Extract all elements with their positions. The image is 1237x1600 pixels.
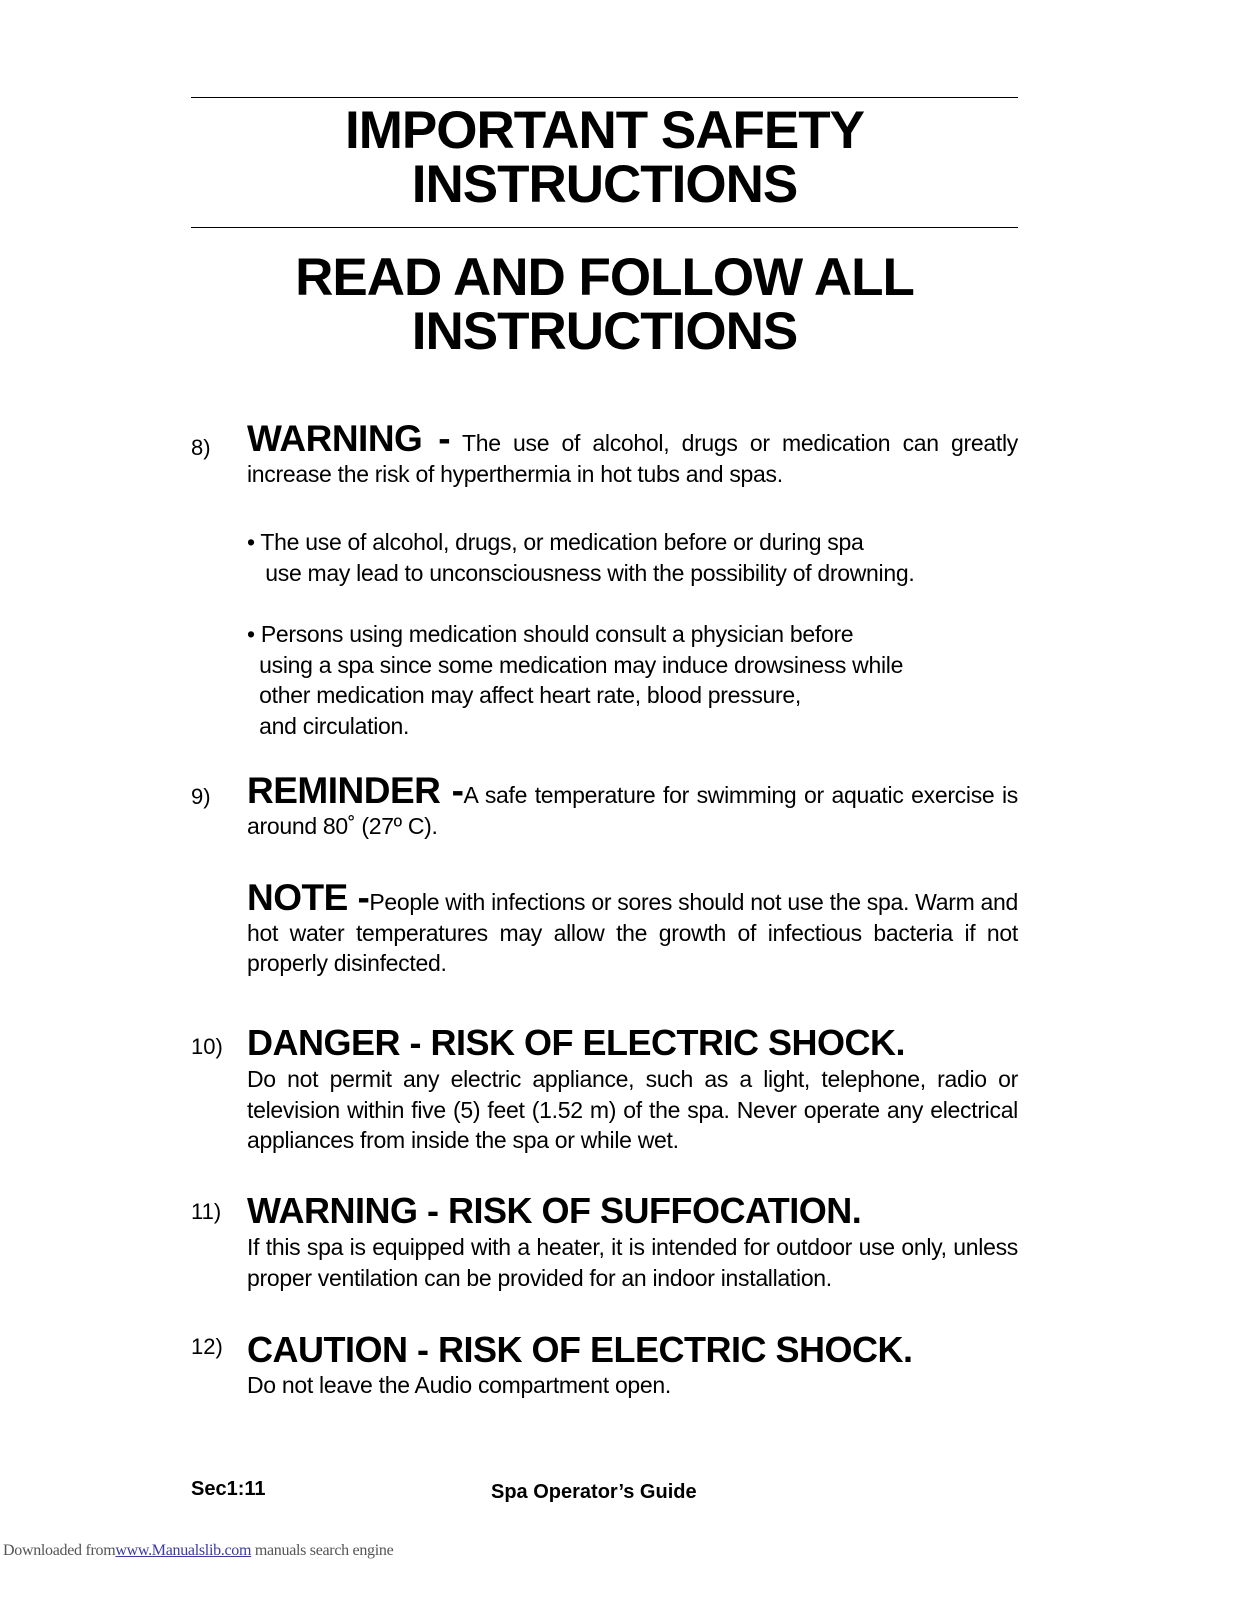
page-title xyxy=(191,101,1018,214)
item-12-title: CAUTION - RISK OF ELECTRIC SHOCK. xyxy=(247,1329,913,1370)
item-8-warning xyxy=(247,418,1018,489)
item-number-11: 11) xyxy=(191,1199,222,1224)
download-watermark xyxy=(3,1542,393,1560)
manualslib-link[interactable]: www.Manualslib.com xyxy=(115,1542,252,1559)
item-8-bullet-1-line1: • The use of alcohol, drugs, or medication before or during spa xyxy=(247,529,864,555)
page-subtitle-line2: INSTRUCTIONS xyxy=(411,302,798,361)
watermark-prefix: Downloaded from xyxy=(3,1542,116,1559)
item-number-9: 9) xyxy=(191,784,211,809)
item-8-bullet-2-line2: using a spa since some medication may induce drowsiness while xyxy=(247,651,904,678)
footer-section: Sec1:11 xyxy=(191,1478,266,1500)
item-8-bullet-2-line3: other medication may affect heart rate, blood pressure, xyxy=(247,682,801,708)
item-9-lead: REMINDER - xyxy=(247,770,464,811)
page-title-line1: IMPORTANT SAFETY xyxy=(345,101,864,160)
item-number-10: 10) xyxy=(191,1034,223,1059)
item-9-reminder xyxy=(247,770,1018,841)
item-8-bullet-1-line2: use may lead to unconsciousness with the possibility of drowning. xyxy=(247,559,915,586)
item-12-text: Do not leave the Audio compartment open. xyxy=(247,1372,672,1398)
item-8-bullet-1 xyxy=(247,527,914,588)
item-9-note xyxy=(247,877,1018,979)
item-number-8: 8) xyxy=(191,435,211,460)
item-8-text: The use of alcohol, drugs or medication can greatly increase the risk of hyperthermia in hot tubs and spas. xyxy=(247,430,1018,487)
item-8-bullet-2 xyxy=(247,619,903,741)
page-title-line2: INSTRUCTIONS xyxy=(411,155,798,214)
top-rule xyxy=(191,97,1018,98)
watermark-suffix: manuals search engine xyxy=(251,1542,394,1559)
item-11-text: If this spa is equipped with a heater, it is intended for outdoor use only, unless proper ventilation can be provided for an indoor installation. xyxy=(247,1234,1018,1291)
item-8-bullet-2-line1: • Persons using medication should consult a physician before xyxy=(247,621,854,647)
item-10-title: DANGER - RISK OF ELECTRIC SHOCK. xyxy=(247,1022,906,1063)
item-10-text: Do not permit any electric appliance, such as a light, telephone, radio or television within five (5) feet (1.52 m) of the spa. Never operate any electrical appliances from inside the spa or while wet. xyxy=(247,1066,1018,1153)
item-9-note-lead: NOTE - xyxy=(247,877,370,918)
item-number-12: 12) xyxy=(191,1334,223,1359)
page-subtitle xyxy=(191,248,1018,361)
item-8-lead: WARNING - xyxy=(247,418,451,459)
item-11-title: WARNING - RISK OF SUFFOCATION. xyxy=(247,1190,862,1231)
middle-rule xyxy=(191,227,1018,228)
item-9-note-text: People with infections or sores should not use the spa. Warm and hot water temperatures may allow the growth of infectious bacteria if not properly disinfected. xyxy=(247,889,1018,976)
item-9-text: A safe temperature for swimming or aquatic exercise is around 80˚ (27º C). xyxy=(247,782,1018,839)
item-8-bullet-2-line4: and circulation. xyxy=(247,712,410,739)
footer-guide-title: Spa Operator’s Guide xyxy=(491,1481,697,1503)
page-subtitle-line1: READ AND FOLLOW ALL xyxy=(295,248,914,307)
